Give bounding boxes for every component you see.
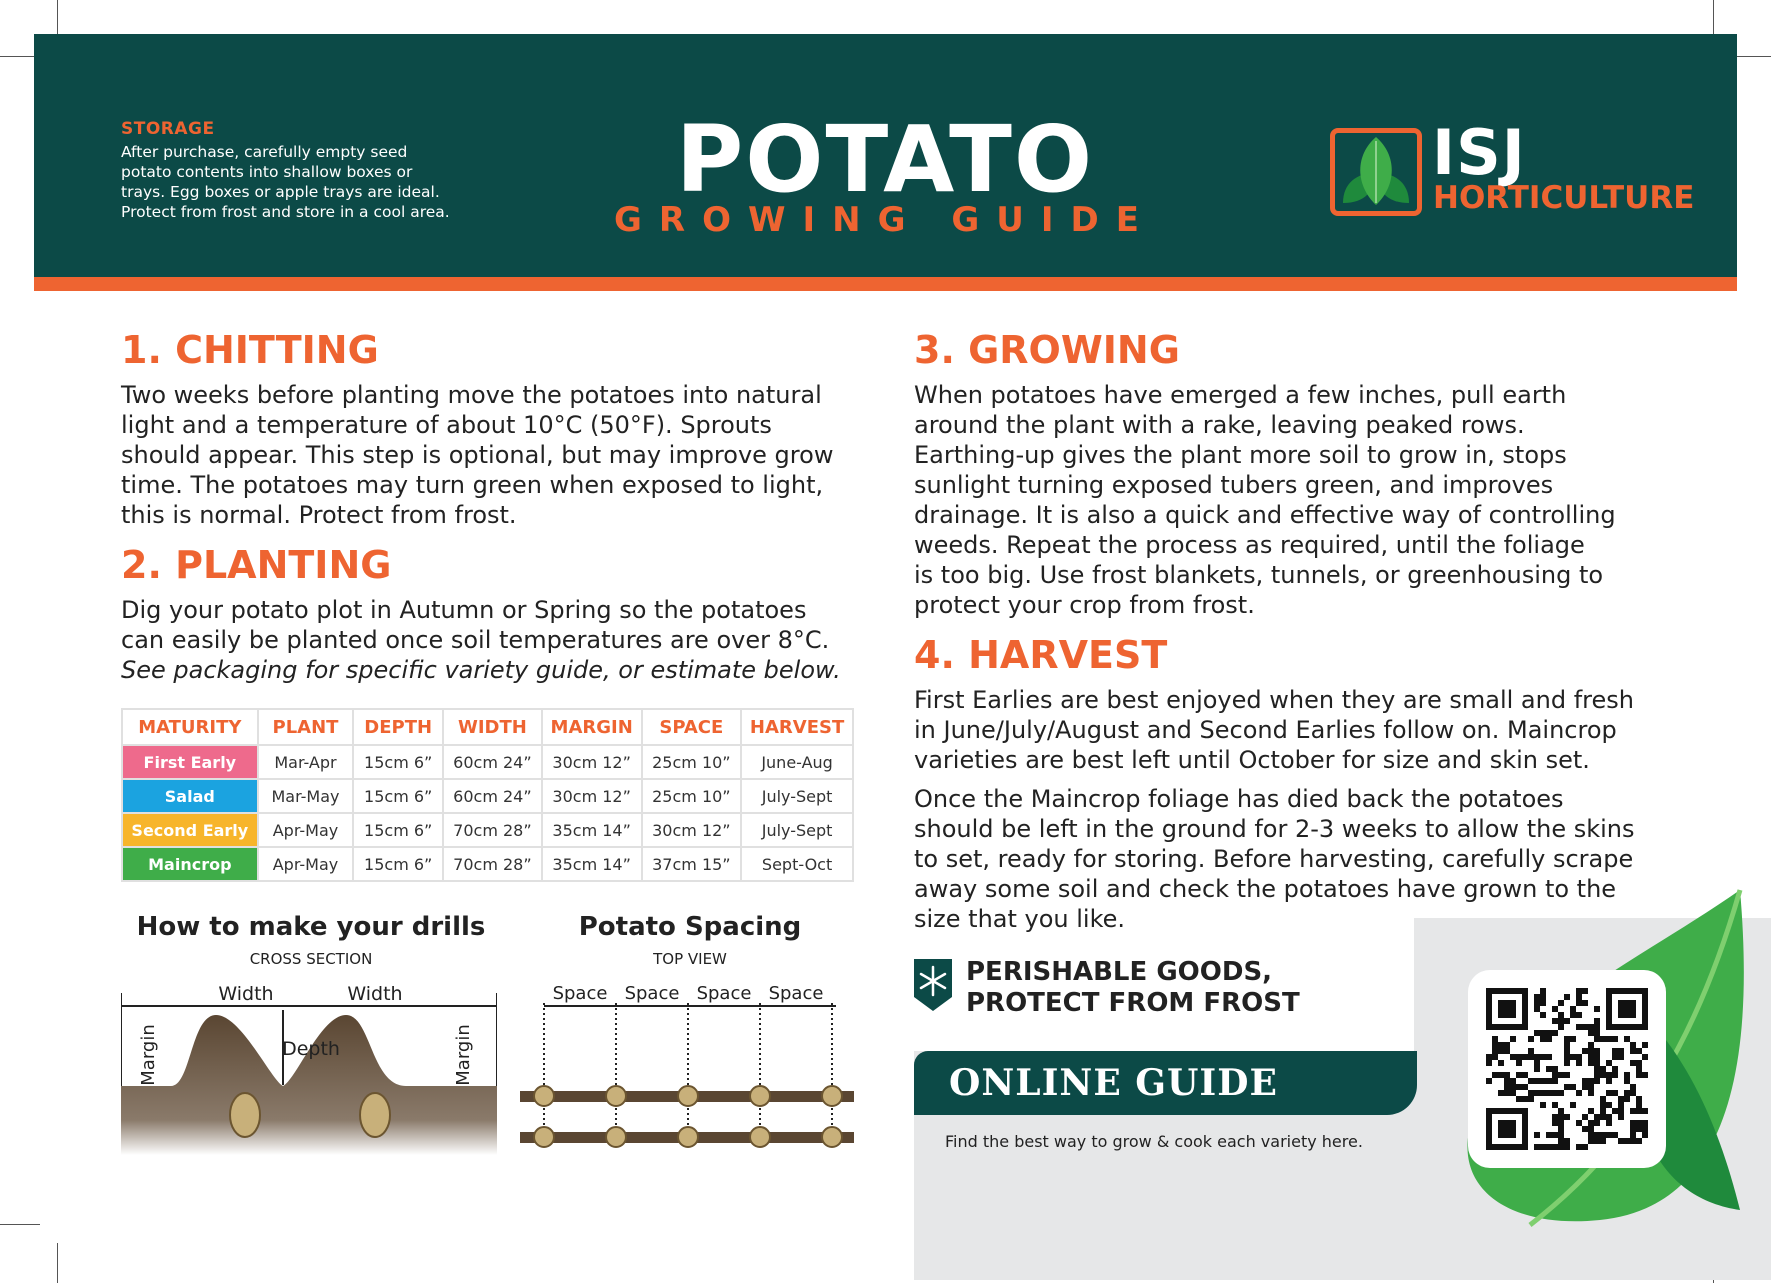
crop-mark — [0, 1224, 40, 1225]
isj-logo — [1330, 116, 1695, 220]
table-cell: Apr-May — [258, 813, 354, 847]
table-cell: 30cm 12” — [542, 779, 642, 813]
online-guide-title: ONLINE GUIDE — [949, 1062, 1278, 1104]
variety-table — [121, 708, 854, 882]
heading-growing: 3. GROWING — [914, 328, 1180, 372]
table-cell: 70cm 28” — [443, 813, 542, 847]
paragraph-harvest-a — [914, 685, 1704, 775]
text-line: varieties are best left until October for size and skin set. — [914, 746, 1590, 774]
table-cell: 15cm 6” — [353, 847, 443, 881]
table-cell: 60cm 24” — [443, 745, 542, 779]
table-cell: Mar-May — [258, 779, 354, 813]
snowflake-shield-icon — [914, 959, 952, 1011]
table-cell: 35cm 14” — [542, 813, 642, 847]
text-line: size that you like. — [914, 905, 1126, 933]
text-line-italic — [121, 655, 881, 685]
column-header: HARVEST — [741, 709, 853, 745]
text-line: is too big. Use frost blankets, tunnels, or greenhousing to — [914, 561, 1604, 589]
maturity-cell: Salad — [122, 779, 258, 813]
drills-subtitle: CROSS SECTION — [249, 950, 373, 968]
maturity-cell: Second Early — [122, 813, 258, 847]
space-label: Space — [768, 983, 824, 1004]
table-cell: July-Sept — [741, 813, 853, 847]
column-header: MARGIN — [542, 709, 642, 745]
table-cell: 35cm 14” — [542, 847, 642, 881]
text-line: should appear. This step is optional, but may improve grow — [121, 441, 834, 469]
text-line: can easily be planted once soil temperatures are over 8°C. — [121, 626, 830, 654]
table-cell: Mar-Apr — [258, 745, 354, 779]
maturity-cell: First Early — [122, 745, 258, 779]
perishable-line: PROTECT FROM FROST — [966, 988, 1300, 1018]
text-line: sunlight turning exposed tubers green, and improves — [914, 471, 1554, 499]
space-label: Space — [696, 983, 752, 1004]
table-cell: 15cm 6” — [353, 813, 443, 847]
paragraph-chitting — [121, 380, 881, 530]
text-line: away some soil and check the potatoes have grown to the — [914, 875, 1617, 903]
potato-spacing-diagram — [520, 975, 860, 1155]
text-line: to set, ready for storing. Before harvesting, carefully scrape — [914, 845, 1634, 873]
online-guide-banner[interactable] — [914, 1051, 1417, 1115]
table-cell: Sept-Oct — [741, 847, 853, 881]
storage-title: STORAGE — [121, 119, 215, 139]
storage-line: trays. Egg boxes or apple trays are ideal. — [121, 183, 440, 201]
space-label: Space — [552, 983, 608, 1004]
perishable-line: PERISHABLE GOODS, — [966, 957, 1273, 987]
table-cell: 15cm 6” — [353, 779, 443, 813]
spacing-subtitle: TOP VIEW — [653, 950, 727, 968]
page-subtitle: GROWING GUIDE — [614, 200, 1156, 240]
paragraph-planting — [121, 595, 881, 685]
heading-chitting: 1. CHITTING — [121, 328, 379, 372]
table-cell: 25cm 10” — [642, 745, 742, 779]
column-header: DEPTH — [353, 709, 443, 745]
text-line: should be left in the ground for 2-3 weeks to allow the skins — [914, 815, 1635, 843]
column-header: WIDTH — [443, 709, 542, 745]
perishable-text — [966, 957, 1300, 1019]
text-line: First Earlies are best enjoyed when they are small and fresh — [914, 686, 1634, 714]
table-cell: 15cm 6” — [353, 745, 443, 779]
page-title: POTATO — [675, 106, 1095, 213]
table-cell: 60cm 24” — [443, 779, 542, 813]
width-label-right: Width — [347, 983, 403, 1005]
margin-label-right: Margin — [453, 1024, 474, 1086]
storage-note — [121, 119, 481, 222]
online-guide-subtitle: Find the best way to grow & cook each variety here. — [945, 1132, 1363, 1151]
table-row — [122, 847, 853, 881]
storage-line: potato contents into shallow boxes or — [121, 163, 413, 181]
table-cell: Apr-May — [258, 847, 354, 881]
drills-title: How to make your drills — [136, 912, 486, 942]
text-line: Two weeks before planting move the potatoes into natural — [121, 381, 822, 409]
table-cell: 30cm 12” — [542, 745, 642, 779]
maturity-cell: Maincrop — [122, 847, 258, 881]
table-cell: 70cm 28” — [443, 847, 542, 881]
space-label: Space — [624, 983, 680, 1004]
text-line: Once the Maincrop foliage has died back the potatoes — [914, 785, 1564, 813]
table-cell: 30cm 12” — [642, 813, 742, 847]
heading-planting: 2. PLANTING — [121, 543, 392, 587]
text-line: protect your crop from frost. — [914, 591, 1255, 619]
text-line: around the plant with a rake, leaving peaked rows. — [914, 411, 1525, 439]
column-header: MATURITY — [122, 709, 258, 745]
column-header: PLANT — [258, 709, 354, 745]
depth-label: Depth — [282, 1038, 340, 1060]
leaf-logo-icon — [1330, 128, 1422, 216]
spacing-title: Potato Spacing — [578, 912, 802, 942]
column-header: SPACE — [642, 709, 742, 745]
qr-code-icon — [1486, 988, 1648, 1150]
text-line: drainage. It is also a quick and effective way of controlling — [914, 501, 1616, 529]
text-line: time. The potatoes may turn green when exposed to light, — [121, 471, 824, 499]
table-cell: June-Aug — [741, 745, 853, 779]
text-line: weeds. Repeat the process as required, until the foliage — [914, 531, 1585, 559]
table-cell: 25cm 10” — [642, 779, 742, 813]
paragraph-growing — [914, 380, 1674, 620]
table-row — [122, 779, 853, 813]
text-line: Earthing-up gives the plant more soil to grow in, stops — [914, 441, 1567, 469]
logo-text-horticulture: HORTICULTURE — [1433, 180, 1695, 216]
logo-text-isj: ISJ — [1432, 116, 1526, 189]
crop-mark — [1731, 56, 1771, 57]
text-line: When potatoes have emerged a few inches, pull earth — [914, 381, 1567, 409]
italic-note: See packaging for specific variety guide, or estimate below. — [121, 656, 841, 684]
crop-mark — [57, 1243, 58, 1283]
text-line: this is normal. Protect from frost. — [121, 501, 517, 529]
heading-harvest: 4. HARVEST — [914, 633, 1168, 677]
qr-code-card[interactable] — [1468, 970, 1666, 1168]
table-cell: 37cm 15” — [642, 847, 742, 881]
table-cell: July-Sept — [741, 779, 853, 813]
storage-line: Protect from frost and store in a cool area. — [121, 203, 450, 221]
width-label-left: Width — [218, 983, 274, 1005]
table-row — [122, 813, 853, 847]
text-line: light and a temperature of about 10°C (50°F). Sprouts — [121, 411, 772, 439]
margin-label-left: Margin — [138, 1024, 159, 1086]
paragraph-harvest-b — [914, 784, 1704, 934]
header-stripe — [34, 277, 1737, 291]
table-row — [122, 745, 853, 779]
storage-line: After purchase, carefully empty seed — [121, 143, 408, 161]
drills-cross-section-diagram — [121, 975, 497, 1155]
text-line: in June/July/August and Second Earlies follow on. Maincrop — [914, 716, 1617, 744]
table-header-row — [122, 709, 853, 745]
text-line: Dig your potato plot in Autumn or Spring so the potatoes — [121, 596, 807, 624]
